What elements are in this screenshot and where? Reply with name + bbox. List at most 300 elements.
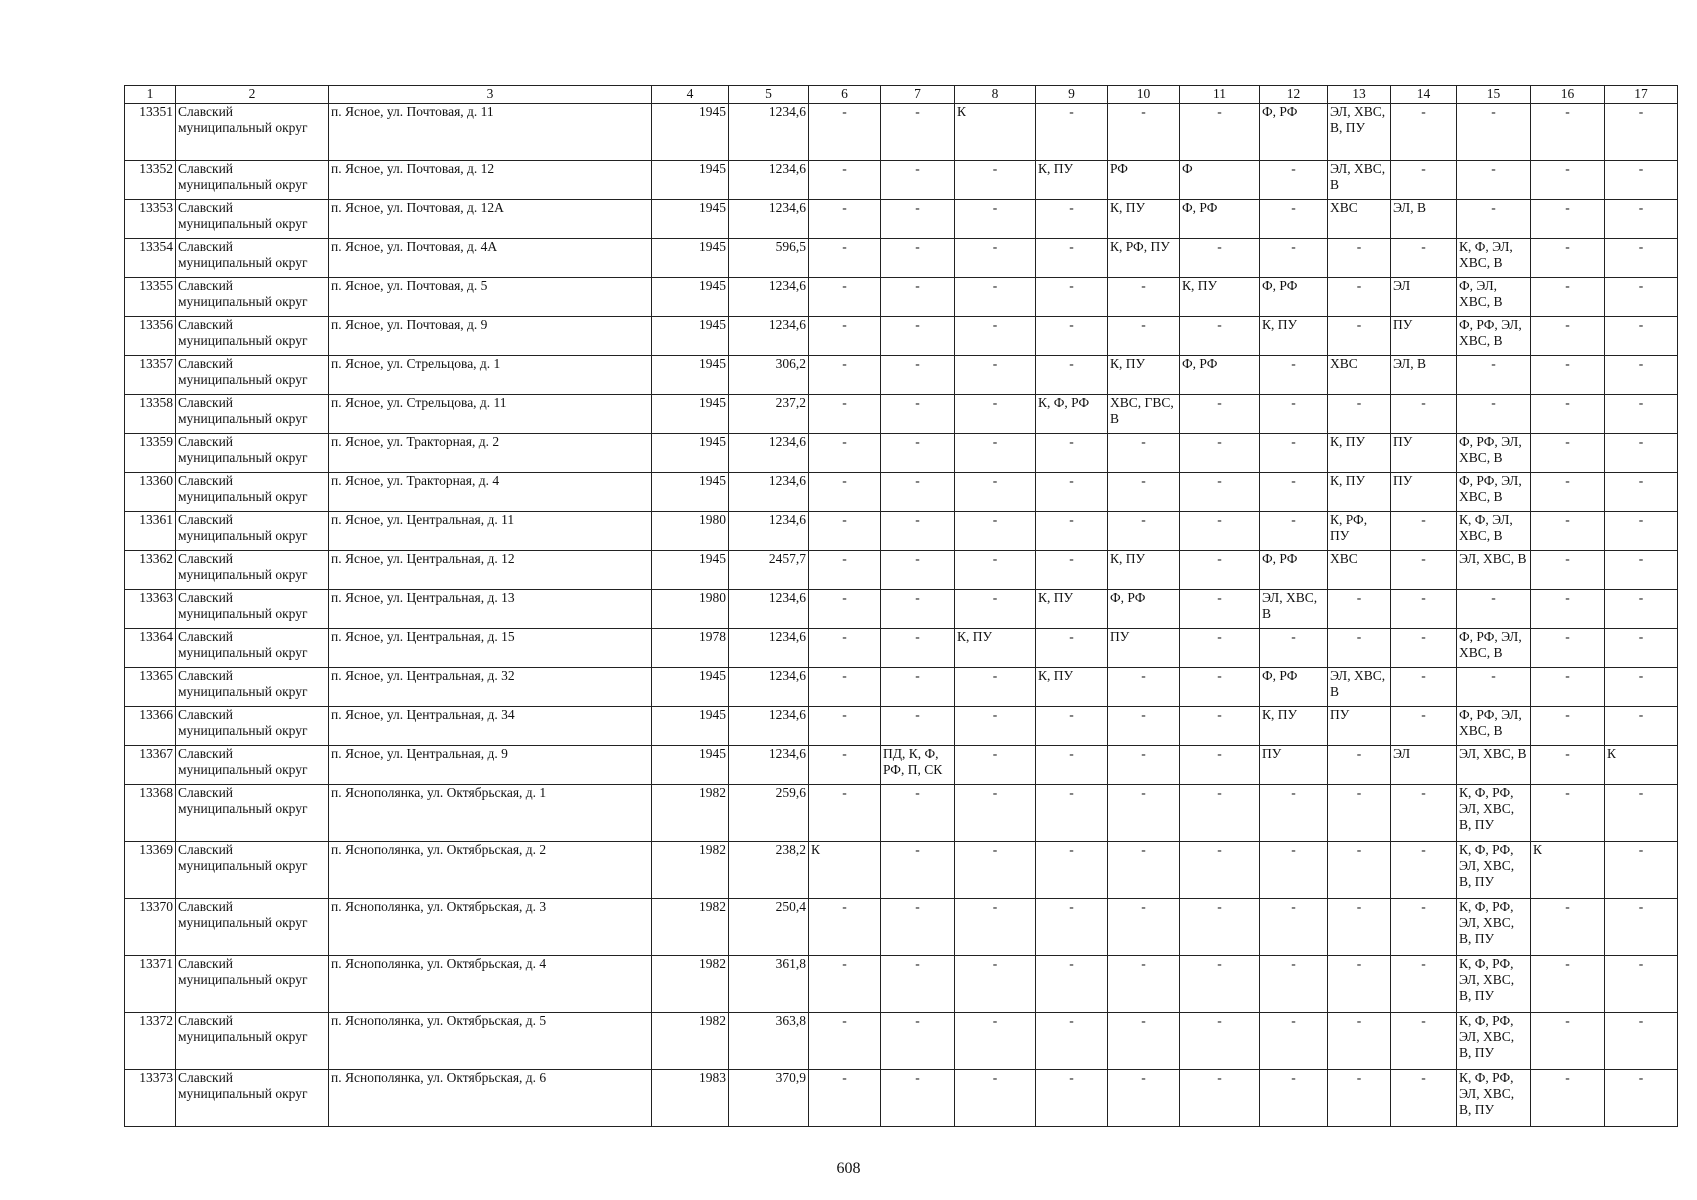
work-cell: ПУ <box>1328 707 1391 746</box>
table-row <box>125 356 1678 395</box>
work-cell: - <box>1531 629 1605 668</box>
work-cell: - <box>881 842 955 899</box>
work-cell: - <box>1391 590 1457 629</box>
work-cell: - <box>1391 104 1457 161</box>
work-cell: К, Ф, РФ, ЭЛ, ХВС, В, ПУ <box>1457 899 1531 956</box>
work-cell: - <box>1605 1070 1678 1127</box>
work-cell: - <box>1457 590 1531 629</box>
work-cell: - <box>1036 746 1108 785</box>
work-cell: - <box>1036 356 1108 395</box>
area-cell: 1234,6 <box>729 512 809 551</box>
work-cell: - <box>881 629 955 668</box>
work-cell: К <box>955 104 1036 161</box>
row-number: 13363 <box>125 590 176 629</box>
work-cell: - <box>955 395 1036 434</box>
work-cell: - <box>881 104 955 161</box>
table-row <box>125 317 1678 356</box>
year-cell: 1945 <box>652 395 729 434</box>
table-row <box>125 707 1678 746</box>
area-cell: 306,2 <box>729 356 809 395</box>
work-cell: - <box>1180 590 1260 629</box>
work-cell: - <box>1391 842 1457 899</box>
work-cell: - <box>1036 629 1108 668</box>
work-cell: К, Ф, РФ, ЭЛ, ХВС, В, ПУ <box>1457 785 1531 842</box>
table-row <box>125 434 1678 473</box>
work-cell: - <box>1180 842 1260 899</box>
work-cell: - <box>1328 629 1391 668</box>
work-cell: К, Ф, ЭЛ, ХВС, В <box>1457 239 1531 278</box>
work-cell: Ф, РФ, ЭЛ, ХВС, В <box>1457 707 1531 746</box>
work-cell: - <box>1260 1070 1328 1127</box>
work-cell: - <box>1605 956 1678 1013</box>
year-cell: 1982 <box>652 785 729 842</box>
row-number: 13353 <box>125 200 176 239</box>
work-cell: - <box>1180 899 1260 956</box>
row-number: 13365 <box>125 668 176 707</box>
district-cell: Славский муниципальный округ <box>176 395 329 434</box>
area-cell: 1234,6 <box>729 278 809 317</box>
work-cell: ПУ <box>1391 434 1457 473</box>
district-cell: Славский муниципальный округ <box>176 278 329 317</box>
work-cell: - <box>809 1013 881 1070</box>
work-cell: - <box>1457 104 1531 161</box>
work-cell: - <box>955 473 1036 512</box>
work-cell: К, ПУ <box>1036 668 1108 707</box>
table-row <box>125 668 1678 707</box>
district-cell: Славский муниципальный округ <box>176 104 329 161</box>
work-cell: - <box>1180 434 1260 473</box>
table-row <box>125 104 1678 161</box>
work-cell: К, ПУ <box>1180 278 1260 317</box>
work-cell: - <box>1180 104 1260 161</box>
address-cell: п. Ясное, ул. Стрельцова, д. 11 <box>329 395 652 434</box>
work-cell: - <box>1605 200 1678 239</box>
work-cell: - <box>881 707 955 746</box>
work-cell: - <box>1531 1070 1605 1127</box>
work-cell: ПУ <box>1260 746 1328 785</box>
year-cell: 1945 <box>652 278 729 317</box>
year-cell: 1945 <box>652 317 729 356</box>
work-cell: - <box>1180 629 1260 668</box>
work-cell: - <box>1180 551 1260 590</box>
work-cell: - <box>955 668 1036 707</box>
work-cell: - <box>1531 899 1605 956</box>
work-cell: - <box>1328 239 1391 278</box>
work-cell: К, ПУ <box>1036 161 1108 200</box>
work-cell: - <box>881 668 955 707</box>
row-number: 13366 <box>125 707 176 746</box>
work-cell: - <box>881 590 955 629</box>
address-cell: п. Ясное, ул. Центральная, д. 34 <box>329 707 652 746</box>
work-cell: - <box>881 278 955 317</box>
work-cell: ЭЛ, В <box>1391 356 1457 395</box>
district-cell: Славский муниципальный округ <box>176 200 329 239</box>
work-cell: ЭЛ, ХВС, В <box>1328 161 1391 200</box>
work-cell: - <box>1531 395 1605 434</box>
address-cell: п. Яснополянка, ул. Октябрьская, д. 4 <box>329 956 652 1013</box>
work-cell: - <box>1036 1070 1108 1127</box>
work-cell: Ф, РФ <box>1108 590 1180 629</box>
work-cell: К, РФ, ПУ <box>1328 512 1391 551</box>
address-cell: п. Ясное, ул. Центральная, д. 9 <box>329 746 652 785</box>
work-cell: - <box>1531 473 1605 512</box>
column-header: 6 <box>809 86 881 104</box>
work-cell: - <box>1260 434 1328 473</box>
work-cell: - <box>1180 956 1260 1013</box>
work-cell: - <box>881 473 955 512</box>
year-cell: 1945 <box>652 668 729 707</box>
work-cell: - <box>1328 278 1391 317</box>
row-number: 13358 <box>125 395 176 434</box>
work-cell: - <box>881 899 955 956</box>
work-cell: ЭЛ, ХВС, В <box>1328 668 1391 707</box>
work-cell: К, Ф, РФ, ЭЛ, ХВС, В, ПУ <box>1457 842 1531 899</box>
work-cell: - <box>1180 668 1260 707</box>
year-cell: 1945 <box>652 239 729 278</box>
table-row <box>125 1013 1678 1070</box>
address-cell: п. Ясное, ул. Почтовая, д. 12 <box>329 161 652 200</box>
work-cell: - <box>1391 239 1457 278</box>
work-cell: - <box>1391 1070 1457 1127</box>
work-cell: ХВС, ГВС, В <box>1108 395 1180 434</box>
work-cell: - <box>955 899 1036 956</box>
work-cell: - <box>1605 785 1678 842</box>
work-cell: - <box>1180 707 1260 746</box>
work-cell: - <box>1036 707 1108 746</box>
page-number: 608 <box>836 1160 861 1177</box>
work-cell: - <box>809 1070 881 1127</box>
work-cell: - <box>1260 629 1328 668</box>
work-cell: - <box>1457 395 1531 434</box>
work-cell: - <box>881 434 955 473</box>
work-cell: - <box>1036 278 1108 317</box>
district-cell: Славский муниципальный округ <box>176 956 329 1013</box>
work-cell: - <box>955 434 1036 473</box>
work-cell: - <box>1605 629 1678 668</box>
district-cell: Славский муниципальный округ <box>176 629 329 668</box>
area-cell: 1234,6 <box>729 104 809 161</box>
work-cell: - <box>1036 842 1108 899</box>
work-cell: - <box>881 512 955 551</box>
work-cell: РФ <box>1108 161 1180 200</box>
work-cell: К, РФ, ПУ <box>1108 239 1180 278</box>
work-cell: - <box>955 842 1036 899</box>
work-cell: - <box>881 200 955 239</box>
table-row <box>125 785 1678 842</box>
header-row <box>125 86 1678 104</box>
table-row <box>125 551 1678 590</box>
work-cell: - <box>1531 707 1605 746</box>
work-cell: - <box>1605 512 1678 551</box>
work-cell: - <box>955 200 1036 239</box>
work-cell: - <box>1605 278 1678 317</box>
row-number: 13354 <box>125 239 176 278</box>
table-row <box>125 629 1678 668</box>
year-cell: 1945 <box>652 551 729 590</box>
work-cell: - <box>1457 356 1531 395</box>
work-cell: - <box>1328 1013 1391 1070</box>
work-cell: ХВС <box>1328 200 1391 239</box>
work-cell: - <box>809 551 881 590</box>
address-cell: п. Ясное, ул. Стрельцова, д. 1 <box>329 356 652 395</box>
work-cell: - <box>1457 668 1531 707</box>
address-cell: п. Ясное, ул. Почтовая, д. 4А <box>329 239 652 278</box>
work-cell: - <box>1328 395 1391 434</box>
work-cell: - <box>1531 356 1605 395</box>
area-cell: 1234,6 <box>729 590 809 629</box>
work-cell: - <box>1391 785 1457 842</box>
work-cell: Ф <box>1180 161 1260 200</box>
work-cell: - <box>1036 434 1108 473</box>
work-cell: - <box>881 1013 955 1070</box>
work-cell: - <box>881 239 955 278</box>
work-cell: - <box>1180 512 1260 551</box>
area-cell: 2457,7 <box>729 551 809 590</box>
work-cell: - <box>1328 842 1391 899</box>
year-cell: 1945 <box>652 746 729 785</box>
work-cell: - <box>1391 668 1457 707</box>
row-number: 13351 <box>125 104 176 161</box>
row-number: 13357 <box>125 356 176 395</box>
work-cell: - <box>1605 161 1678 200</box>
area-cell: 1234,6 <box>729 746 809 785</box>
table-row <box>125 590 1678 629</box>
work-cell: - <box>1260 785 1328 842</box>
work-cell: - <box>1036 473 1108 512</box>
area-cell: 259,6 <box>729 785 809 842</box>
work-cell: - <box>1180 239 1260 278</box>
area-cell: 1234,6 <box>729 668 809 707</box>
district-cell: Славский муниципальный округ <box>176 317 329 356</box>
work-cell: - <box>1108 899 1180 956</box>
district-cell: Славский муниципальный округ <box>176 239 329 278</box>
work-cell: ХВС <box>1328 551 1391 590</box>
work-cell: ПД, К, Ф, РФ, П, СК <box>881 746 955 785</box>
column-header: 13 <box>1328 86 1391 104</box>
table-row <box>125 1070 1678 1127</box>
work-cell: - <box>1260 899 1328 956</box>
work-cell: - <box>1036 200 1108 239</box>
area-cell: 1234,6 <box>729 161 809 200</box>
row-number: 13373 <box>125 1070 176 1127</box>
work-cell: - <box>1531 551 1605 590</box>
work-cell: К, ПУ <box>955 629 1036 668</box>
work-cell: - <box>955 551 1036 590</box>
work-cell: К, Ф, ЭЛ, ХВС, В <box>1457 512 1531 551</box>
year-cell: 1980 <box>652 512 729 551</box>
work-cell: - <box>1531 200 1605 239</box>
work-cell: - <box>955 785 1036 842</box>
work-cell: ХВС <box>1328 356 1391 395</box>
work-cell: - <box>1531 956 1605 1013</box>
work-cell: ЭЛ, ХВС, В, ПУ <box>1328 104 1391 161</box>
column-header: 4 <box>652 86 729 104</box>
work-cell: - <box>955 161 1036 200</box>
year-cell: 1983 <box>652 1070 729 1127</box>
work-cell: - <box>955 746 1036 785</box>
work-cell: - <box>1457 200 1531 239</box>
column-header: 8 <box>955 86 1036 104</box>
address-cell: п. Яснополянка, ул. Октябрьская, д. 6 <box>329 1070 652 1127</box>
work-cell: - <box>1260 473 1328 512</box>
work-cell: - <box>1531 278 1605 317</box>
district-cell: Славский муниципальный округ <box>176 746 329 785</box>
work-cell: - <box>1605 899 1678 956</box>
work-cell: К, ПУ <box>1108 200 1180 239</box>
row-number: 13360 <box>125 473 176 512</box>
district-cell: Славский муниципальный округ <box>176 1013 329 1070</box>
address-cell: п. Ясное, ул. Тракторная, д. 4 <box>329 473 652 512</box>
work-cell: - <box>809 434 881 473</box>
work-cell: - <box>809 278 881 317</box>
table-row <box>125 239 1678 278</box>
work-cell: - <box>1391 629 1457 668</box>
work-cell: - <box>809 746 881 785</box>
work-cell: - <box>1108 434 1180 473</box>
work-cell: К, ПУ <box>1108 551 1180 590</box>
work-cell: - <box>1328 590 1391 629</box>
work-cell: Ф, РФ, ЭЛ, ХВС, В <box>1457 434 1531 473</box>
work-cell: - <box>1260 512 1328 551</box>
work-cell: - <box>1605 668 1678 707</box>
column-header: 10 <box>1108 86 1180 104</box>
address-cell: п. Ясное, ул. Тракторная, д. 2 <box>329 434 652 473</box>
work-cell: - <box>1391 899 1457 956</box>
area-cell: 1234,6 <box>729 707 809 746</box>
area-cell: 370,9 <box>729 1070 809 1127</box>
district-cell: Славский муниципальный округ <box>176 590 329 629</box>
work-cell: - <box>1391 161 1457 200</box>
work-cell: - <box>1036 956 1108 1013</box>
work-cell: - <box>1605 473 1678 512</box>
work-cell: К, Ф, РФ, ЭЛ, ХВС, В, ПУ <box>1457 956 1531 1013</box>
work-cell: - <box>1260 239 1328 278</box>
work-cell: Ф, РФ <box>1260 278 1328 317</box>
district-cell: Славский муниципальный округ <box>176 668 329 707</box>
work-cell: - <box>1180 746 1260 785</box>
table-row <box>125 512 1678 551</box>
work-cell: - <box>1328 317 1391 356</box>
work-cell: ЭЛ <box>1391 746 1457 785</box>
work-cell: - <box>809 512 881 551</box>
row-number: 13356 <box>125 317 176 356</box>
address-cell: п. Яснополянка, ул. Октябрьская, д. 2 <box>329 842 652 899</box>
address-cell: п. Яснополянка, ул. Октябрьская, д. 5 <box>329 1013 652 1070</box>
table-row <box>125 956 1678 1013</box>
work-cell: К, ПУ <box>1260 707 1328 746</box>
area-cell: 237,2 <box>729 395 809 434</box>
address-cell: п. Ясное, ул. Почтовая, д. 5 <box>329 278 652 317</box>
work-cell: - <box>1108 278 1180 317</box>
work-cell: - <box>809 899 881 956</box>
work-cell: ЭЛ, ХВС, В <box>1457 746 1531 785</box>
work-cell: - <box>809 629 881 668</box>
row-number: 13364 <box>125 629 176 668</box>
work-cell: - <box>1260 1013 1328 1070</box>
work-cell: - <box>881 1070 955 1127</box>
work-cell: - <box>1605 1013 1678 1070</box>
work-cell: К, Ф, РФ <box>1036 395 1108 434</box>
work-cell: - <box>1328 746 1391 785</box>
work-cell: - <box>1605 842 1678 899</box>
work-cell: - <box>1180 1013 1260 1070</box>
column-header: 14 <box>1391 86 1457 104</box>
row-number: 13372 <box>125 1013 176 1070</box>
year-cell: 1945 <box>652 434 729 473</box>
work-cell: - <box>955 512 1036 551</box>
district-cell: Славский муниципальный округ <box>176 785 329 842</box>
work-cell: К, ПУ <box>1328 434 1391 473</box>
area-cell: 361,8 <box>729 956 809 1013</box>
work-cell: - <box>1180 785 1260 842</box>
district-cell: Славский муниципальный округ <box>176 707 329 746</box>
area-cell: 1234,6 <box>729 200 809 239</box>
work-cell: - <box>1036 512 1108 551</box>
work-cell: - <box>1605 356 1678 395</box>
work-cell: - <box>1457 161 1531 200</box>
work-cell: - <box>955 707 1036 746</box>
work-cell: - <box>1108 956 1180 1013</box>
address-cell: п. Ясное, ул. Почтовая, д. 11 <box>329 104 652 161</box>
row-number: 13367 <box>125 746 176 785</box>
work-cell: Ф, РФ <box>1180 200 1260 239</box>
work-cell: - <box>809 356 881 395</box>
work-cell: - <box>1531 161 1605 200</box>
work-cell: ЭЛ, ХВС, В <box>1457 551 1531 590</box>
table-row <box>125 200 1678 239</box>
work-cell: - <box>881 161 955 200</box>
work-cell: К, ПУ <box>1036 590 1108 629</box>
year-cell: 1982 <box>652 842 729 899</box>
district-cell: Славский муниципальный округ <box>176 434 329 473</box>
work-cell: - <box>1036 551 1108 590</box>
area-cell: 1234,6 <box>729 434 809 473</box>
row-number: 13371 <box>125 956 176 1013</box>
area-cell: 363,8 <box>729 1013 809 1070</box>
work-cell: - <box>955 278 1036 317</box>
work-cell: - <box>809 707 881 746</box>
work-cell: - <box>881 395 955 434</box>
district-cell: Славский муниципальный округ <box>176 899 329 956</box>
work-cell: - <box>1036 1013 1108 1070</box>
work-cell: - <box>881 551 955 590</box>
work-cell: - <box>1391 707 1457 746</box>
address-cell: п. Яснополянка, ул. Октябрьская, д. 3 <box>329 899 652 956</box>
year-cell: 1945 <box>652 707 729 746</box>
work-cell: - <box>1605 395 1678 434</box>
work-cell: - <box>1328 1070 1391 1127</box>
work-cell: - <box>1260 842 1328 899</box>
work-cell: К, ПУ <box>1328 473 1391 512</box>
work-cell: - <box>809 104 881 161</box>
work-cell: - <box>955 239 1036 278</box>
work-cell: - <box>1531 746 1605 785</box>
work-cell: - <box>1260 356 1328 395</box>
work-cell: - <box>881 356 955 395</box>
work-cell: - <box>809 785 881 842</box>
table-row <box>125 278 1678 317</box>
work-cell: Ф, ЭЛ, ХВС, В <box>1457 278 1531 317</box>
work-cell: - <box>1328 899 1391 956</box>
column-header: 15 <box>1457 86 1531 104</box>
work-cell: - <box>809 239 881 278</box>
work-cell: - <box>1531 239 1605 278</box>
work-cell: - <box>1605 707 1678 746</box>
work-cell: - <box>1180 473 1260 512</box>
work-cell: - <box>1260 161 1328 200</box>
year-cell: 1945 <box>652 104 729 161</box>
work-cell: К <box>1605 746 1678 785</box>
